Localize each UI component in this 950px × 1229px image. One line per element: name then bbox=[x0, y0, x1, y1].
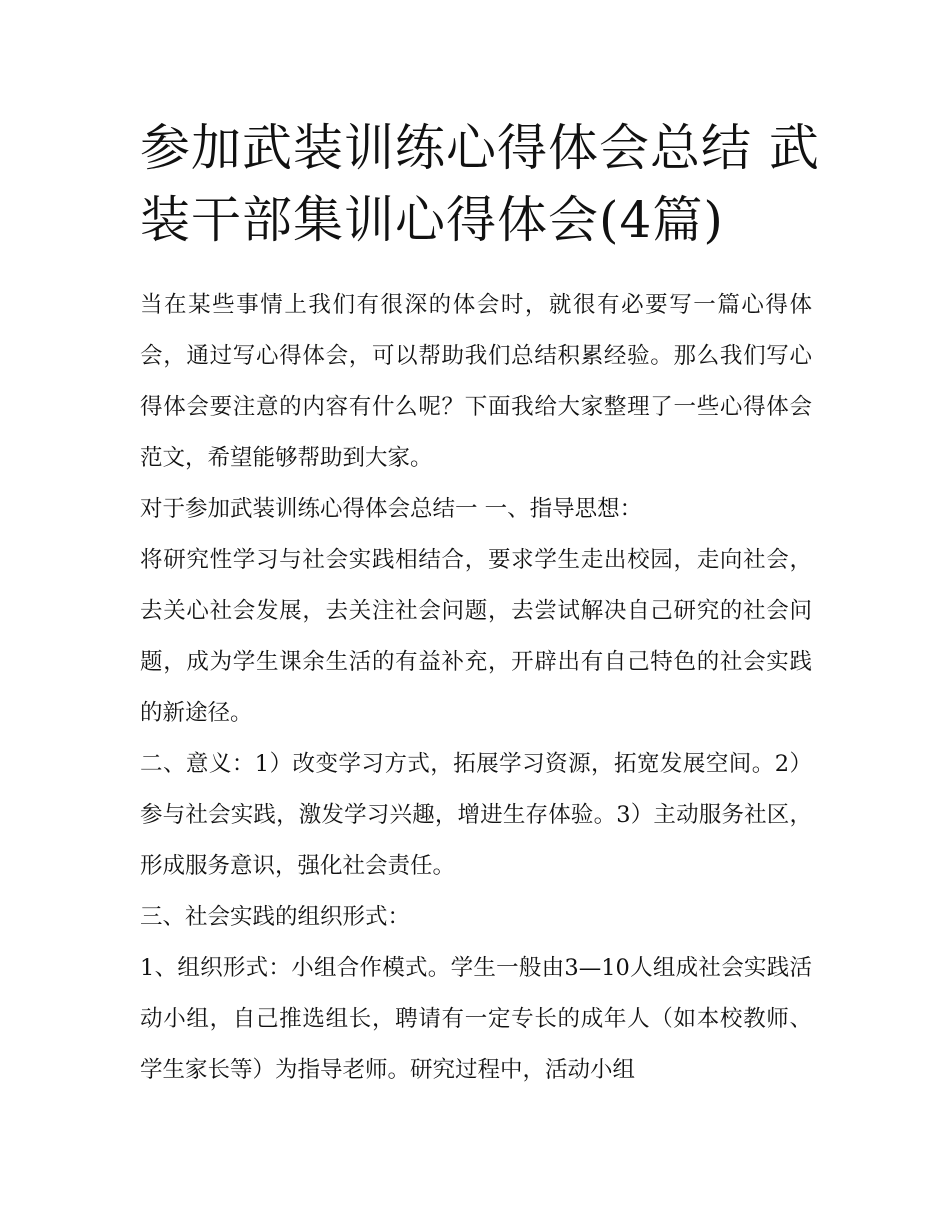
guiding-ideology-paragraph: 将研究性学习与社会实践相结合，要求学生走出校园，走向社会，去关心社会发展，去关注社会问题，去尝试解决自己研究的社会问题，成为学生课余生活的有益补充，开辟出有自己特色的社会实践的新途径。 bbox=[140, 547, 812, 726]
organization-form-paragraph: 1、组织形式：小组合作模式。学生一般由3—10人组成社会实践活动小组，自己推选组长，聘请有一定专长的成年人（如本校教师、学生家长等）为指导老师。研究过程中，活动小组 bbox=[140, 955, 812, 1083]
section-heading-guiding-ideology: 对于参加武装训练心得体会总结一 一、指导思想： bbox=[140, 496, 643, 522]
intro-paragraph: 当在某些事情上我们有很深的体会时，就很有必要写一篇心得体会，通过写心得体会，可以帮助我们总结积累经验。那么我们写心得体会要注意的内容有什么呢？下面我给大家整理了一些心得体会范文，希望能够帮助到大家。 bbox=[140, 292, 812, 471]
section-heading-organization: 三、社会实践的组织形式： bbox=[140, 904, 411, 930]
document-title: 参加武装训练心得体会总结 武装干部集训心得体会(4篇) bbox=[140, 119, 820, 249]
document-body bbox=[140, 280, 812, 1096]
significance-paragraph: 二、意义：1）改变学习方式，拓展学习资源，拓宽发展空间。2）参与社会实践，激发学习兴趣，增进生存体验。3）主动服务社区，形成服务意识，强化社会责任。 bbox=[140, 751, 812, 879]
